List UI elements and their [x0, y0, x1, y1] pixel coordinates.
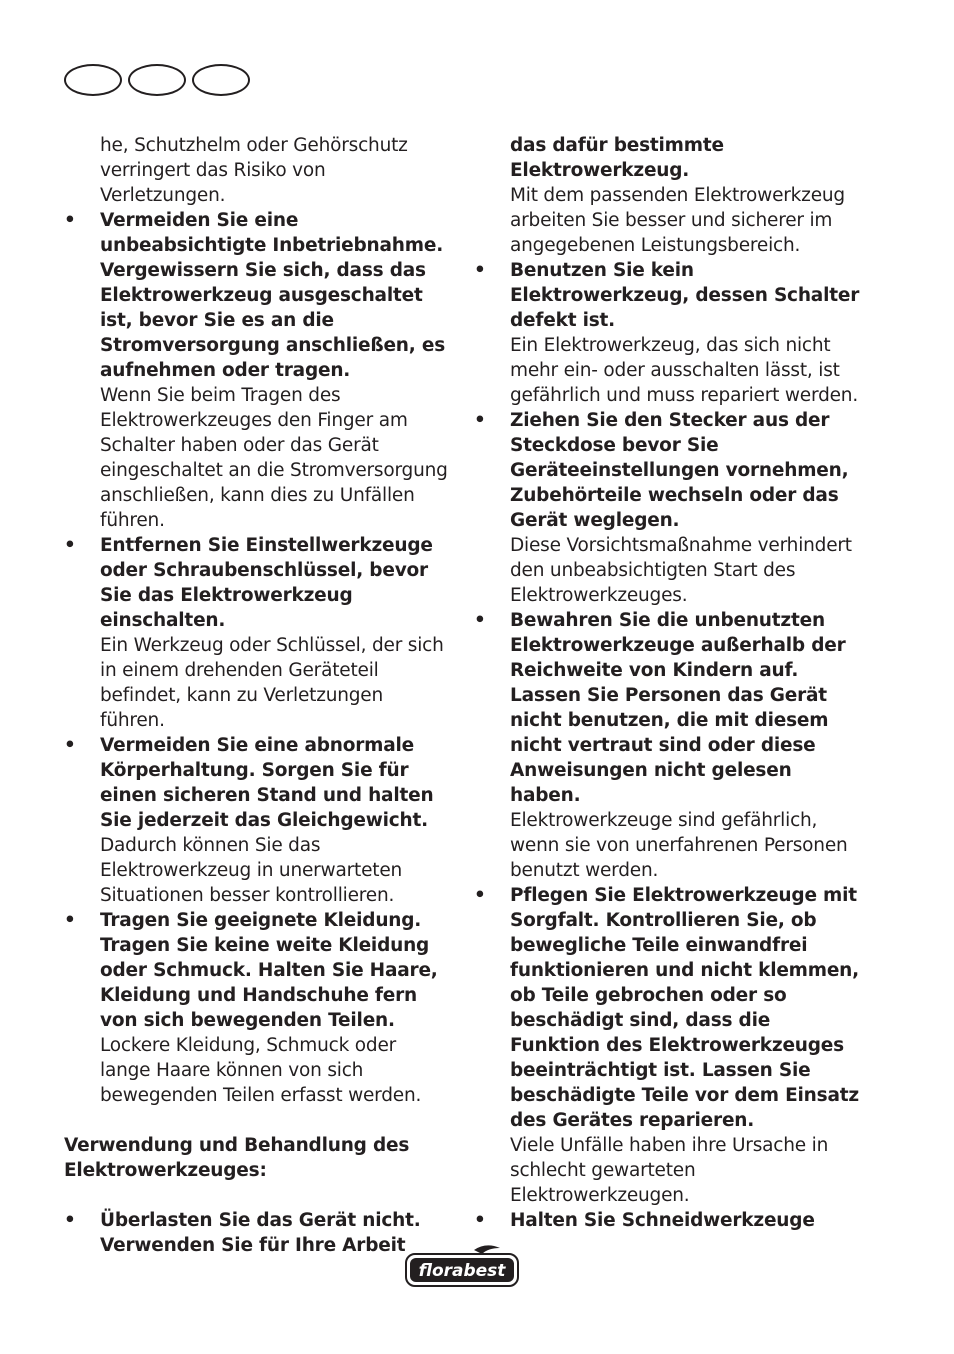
language-oval-2 [128, 64, 186, 96]
item-bold-text: Vermeiden Sie eine unbeabsichtigte Inbetriebnahme. Vergewissern Sie sich, dass das Elektrowerkzeug ausgeschaltet ist, bevor Sie es an die Stromversorgung anschließen, es aufnehmen oder tragen. [100, 210, 446, 381]
bullet: • [474, 260, 486, 281]
list-item [64, 733, 449, 908]
bullet: • [64, 1210, 76, 1231]
item-text: Diese Vorsichtsmaßnahme verhindert den unbeabsichtigten Start des Elektrowerkzeuges. [510, 535, 852, 606]
bullet: • [474, 1210, 486, 1231]
bullet: • [64, 735, 76, 756]
right-column [474, 133, 864, 1233]
language-oval-1 [64, 64, 122, 96]
item-bold-text: Ziehen Sie den Stecker aus der Steckdose bevor Sie Geräteeinstellungen vornehmen, Zubehörteile wechseln oder das Gerät weglegen. [510, 410, 849, 531]
language-ovals [64, 64, 254, 100]
florabest-logo [404, 1244, 520, 1290]
leaf-icon [474, 1245, 500, 1254]
item-text: Ein Elektrowerkzeug, das sich nicht mehr ein- oder ausschalten lässt, ist gefährlich und muss repariert werden. [510, 335, 858, 406]
item-text: Ein Werkzeug oder Schlüssel, der sich in einem drehenden Geräteteil befindet, kann zu Verletzungen führen. [100, 635, 444, 731]
list-item [474, 258, 864, 408]
logo-text: florabest [418, 1261, 506, 1281]
item-text: Dadurch können Sie das Elektrowerkzeug in unerwarteten Situationen besser kontrollieren. [100, 835, 403, 906]
section-heading: Verwendung und Behandlung des Elektrowerkzeuges: [64, 1135, 410, 1181]
continuation-bold-text: das dafür bestimmte Elektrowerkzeug. [510, 135, 724, 181]
item-text: Elektrowerkzeuge sind gefährlich, wenn sie von unerfahrenen Personen benutzt werden. [510, 810, 848, 881]
continuation-text: he, Schutzhelm oder Gehörschutz verringert das Risiko von Verletzungen. [100, 135, 408, 206]
left-column [64, 133, 449, 1258]
language-oval-3 [192, 64, 250, 96]
list-item [64, 1208, 449, 1258]
list-item [474, 408, 864, 608]
florabest-logo-graphic [404, 1244, 520, 1290]
bullet: • [64, 535, 76, 556]
item-bold-text: Halten Sie Schneidwerkzeuge [510, 1210, 815, 1231]
item-bold-text: Pflegen Sie Elektrowerkzeuge mit Sorgfalt. Kontrollieren Sie, ob bewegliche Teile einwandfrei funktionieren und nicht klemmen, ob Teile gebrochen oder so beschädigt sind, dass die Funktion des Elektrowerkzeuges beeinträchtigt ist. Lassen Sie beschädigte Teile vor dem Einsatz des Gerätes reparieren. [510, 885, 859, 1131]
item-text: Viele Unfälle haben ihre Ursache in schlecht gewarteten Elektrowerkzeugen. [510, 1135, 829, 1206]
item-bold-text: Vermeiden Sie eine abnormale Körperhaltung. Sorgen Sie für einen sicheren Stand und halten Sie jederzeit das Gleichgewicht. [100, 735, 434, 831]
list-item [474, 1208, 864, 1233]
item-text: Lockere Kleidung, Schmuck oder lange Haare können von sich bewegenden Teilen erfasst werden. [100, 1035, 422, 1106]
bullet: • [64, 910, 76, 931]
item-bold-text: Entfernen Sie Einstellwerkzeuge oder Schraubenschlüssel, bevor Sie das Elektrowerkzeug einschalten. [100, 535, 433, 631]
bullet: • [474, 885, 486, 906]
item-bold-text: Tragen Sie geeignete Kleidung. Tragen Sie keine weite Kleidung oder Schmuck. Halten Sie Haare, Kleidung und Handschuhe fern von sich bewegenden Teilen. [100, 910, 438, 1031]
list-item [64, 533, 449, 733]
item-text: Wenn Sie beim Tragen des Elektrowerkzeuges den Finger am Schalter haben oder das Gerät eingeschaltet an die Stromversorgung anschließen, kann dies zu Unfällen führen. [100, 385, 448, 531]
item-bold-text: Benutzen Sie kein Elektrowerkzeug, dessen Schalter defekt ist. [510, 260, 860, 331]
item-bold-text: Bewahren Sie die unbenutzten Elektrowerkzeuge außerhalb der Reichweite von Kindern auf. Lassen Sie Personen das Gerät nicht benutzen, die mit diesem nicht vertraut sind oder diese Anweisungen nicht gelesen haben. [510, 610, 846, 806]
list-item [64, 208, 449, 533]
continuation-text: Mit dem passenden Elektrowerkzeug arbeiten Sie besser und sicherer im angegebenen Leistungsbereich. [510, 185, 845, 256]
item-bold-text: Überlasten Sie das Gerät nicht. Verwenden Sie für Ihre Arbeit [100, 1210, 421, 1256]
bullet: • [474, 610, 486, 631]
list-item [64, 908, 449, 1108]
list-item [474, 883, 864, 1208]
list-item [474, 608, 864, 883]
bullet: • [474, 410, 486, 431]
bullet: • [64, 210, 76, 231]
